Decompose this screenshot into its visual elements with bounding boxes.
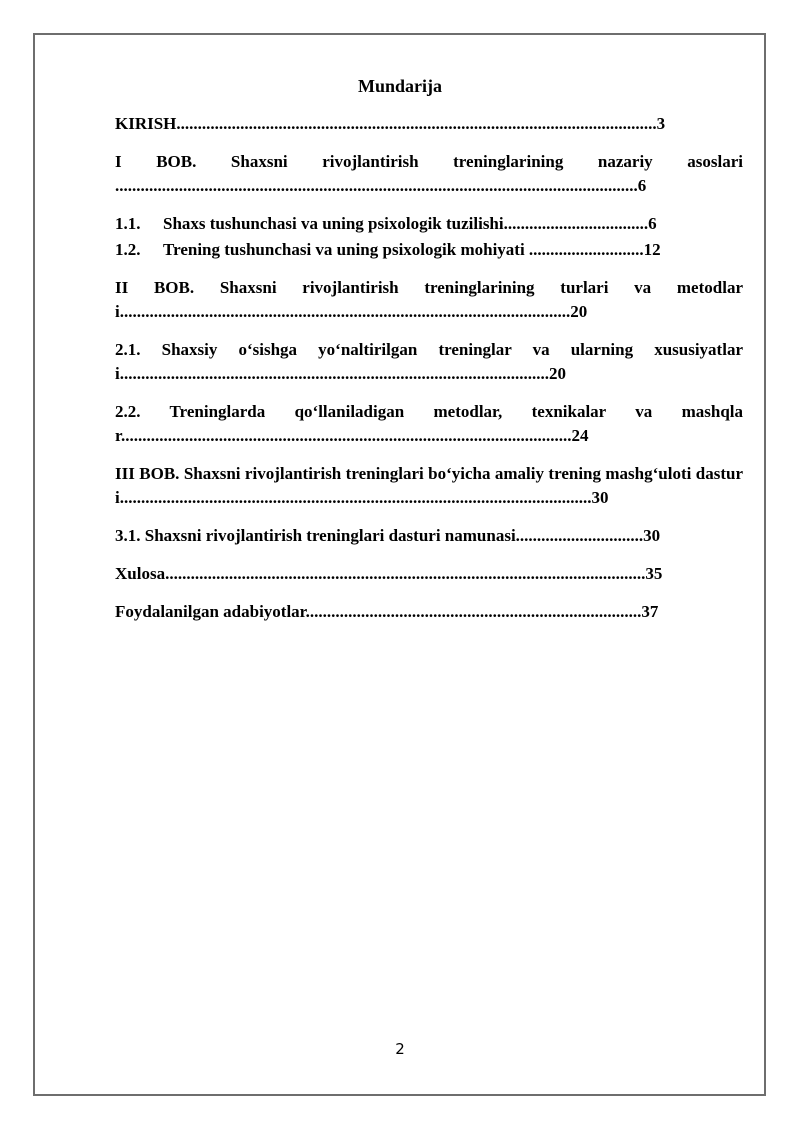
toc-entry-kirish[interactable]: KIRISH.................................................................................................................3: [115, 114, 666, 133]
toc-entry-section-2-1[interactable]: 2.1. Shaxsiy o‘sishga yo‘naltirilgan treninglar va ularning xususiyatlari.....................................................................................................20: [115, 340, 743, 383]
toc-entry-xulosa[interactable]: Xulosa.................................................................................................................35: [115, 564, 663, 583]
toc-entry-adabiyotlar[interactable]: Foydalanilgan adabiyotlar...............................................................................37: [115, 602, 659, 621]
toc-entry-chapter-1[interactable]: I BOB. Shaxsni rivojlantirish treninglarining nazariy asoslari ...........................................................................................................................6: [115, 152, 743, 195]
toc-entry-section-2-2[interactable]: 2.2. Treninglarda qo‘llaniladigan metodlar, texnikalar va mashqlar..........................................................................................................24: [115, 402, 743, 445]
toc-entry-section-1-2[interactable]: [115, 238, 743, 262]
page-title: Mundarija: [357, 76, 442, 96]
toc-entry-section-1-1[interactable]: [115, 212, 743, 236]
toc-entry-chapter-2[interactable]: II BOB. Shaxsni rivojlantirish treninglarining turlari va metodlari..........................................................................................................20: [115, 278, 743, 321]
section-title: Shaxs tushunchasi va uning psixologik tuzilishi..................................6: [163, 214, 657, 233]
section-number: 1.2.: [115, 240, 141, 259]
toc-entry-section-3-1[interactable]: 3.1. Shaxsni rivojlantirish treninglari dasturi namunasi..............................30: [115, 526, 661, 545]
section-title: Trening tushunchasi va uning psixologik mohiyati ...........................12: [163, 240, 661, 259]
table-of-contents: [115, 112, 743, 638]
page-number: 2: [395, 1040, 405, 1058]
toc-entry-chapter-3[interactable]: III BOB. Shaxsni rivojlantirish treninglari bo‘yicha amaliy trening mashg‘uloti dasturi...............................................................................................................30: [115, 464, 743, 507]
section-number: 1.1.: [115, 214, 141, 233]
